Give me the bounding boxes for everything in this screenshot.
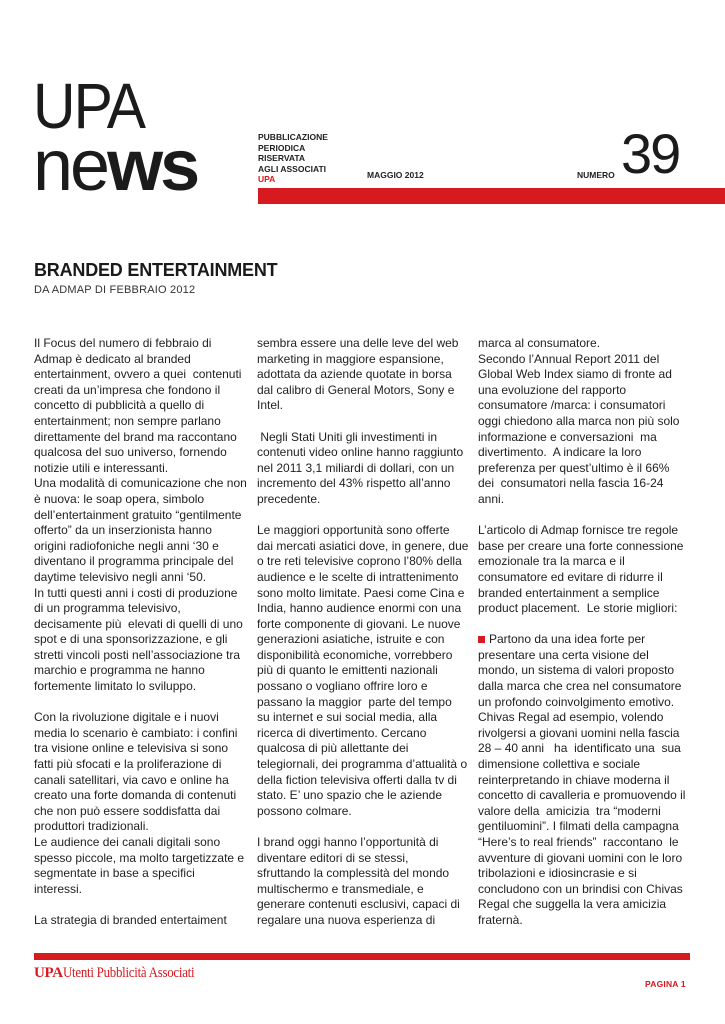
text-line: possono colmare.: [257, 803, 352, 818]
article-column-1: [34, 336, 250, 929]
text-line: sfruttando la complessità del mondo: [257, 866, 450, 881]
text-line: più di quanto le emittenti nazionali: [257, 663, 438, 678]
text-line: Le audience dei canali digitali sono: [34, 835, 221, 849]
masthead-red-bar: [258, 188, 725, 204]
text-line: di un programma televisivo,: [34, 601, 181, 616]
text-line: decisamente più elevati di quelli di uno: [34, 616, 243, 631]
text-line: reinterpretando in chiave moderna il: [478, 772, 670, 787]
text-line: Admap è dedicato al branded: [34, 351, 191, 366]
text-line: passano la maggior parte del tempo: [257, 694, 452, 709]
text-line: India, hanno audience enormi con una: [257, 601, 462, 616]
text-line: generazioni asiatiche, istruite e con: [257, 632, 445, 647]
article-column-3: [478, 336, 692, 929]
text-line: spesso piccole, ma molto targetizzate e: [34, 850, 245, 865]
text-line: disponibilità economiche, vorrebbero: [257, 647, 453, 662]
text-line: interessi.: [34, 881, 83, 896]
paragraph-gap: [34, 897, 250, 913]
text-line: Il Focus del numero di febbraio di: [34, 336, 212, 350]
text-line: dell’entertainment gratuito “gentilmente: [34, 507, 242, 522]
text-line: segmentate in base a specifici: [34, 866, 195, 881]
text-line: media lo scenario è cambiato: i confini: [34, 725, 238, 740]
text-line: stato. E’ uno spazio che le aziende: [257, 788, 443, 803]
text-line: oggi chiedono alla marca non più solo: [478, 413, 680, 428]
text-line: daytime televisivo negli anni ‘50.: [34, 569, 207, 584]
text-line: dei consumatori nella fascia 16-24: [478, 476, 664, 491]
publication-brand: UPA: [258, 174, 276, 184]
footer-logo-text: Utenti Pubblicità Associati: [62, 965, 195, 981]
text-line: 28 – 40 anni ha identificato una sua: [478, 741, 681, 756]
text-line: ricerca di divertimento. Cercano: [257, 725, 427, 740]
publication-line: AGLI ASSOCIATI: [258, 163, 326, 174]
publication-line: PERIODICA: [258, 142, 306, 153]
paragraph-gap: [257, 819, 471, 835]
text-line: audience e le scelte di intrattenimento: [257, 569, 459, 584]
text-line: creati da un’impresa che fondono il: [34, 382, 221, 397]
logo-news-thin: ne: [33, 126, 108, 206]
text-line: gentiluomini”. I filmati della campagna: [478, 819, 679, 834]
text-line: informazione e conversazioni ma: [478, 429, 657, 444]
text-line: qualcosa di più allettante dei: [257, 741, 409, 756]
text-line: precedente.: [257, 491, 321, 506]
paragraph-gap: [257, 508, 471, 524]
text-line: product placement. Le storie migliori:: [478, 601, 678, 616]
text-line: concludono con un brindisi con Chivas: [478, 881, 683, 896]
text-line: Con la rivoluzione digitale e i nuovi: [34, 710, 219, 725]
text-line: un profondo coinvolgimento emotivo.: [478, 694, 675, 709]
paragraph-gap: [478, 508, 692, 524]
text-line: consumatore /marca: i consumatori: [478, 398, 666, 413]
text-line: generare contenuti esclusivi, capaci di: [257, 897, 460, 912]
text-line: regalare una nuova esperienza di: [257, 912, 436, 927]
text-line: offerto” da un inserzionista hanno: [34, 523, 212, 538]
text-line: tribolazioni e idiosincrasie e si: [478, 866, 637, 881]
text-line: presentare una certa visione del: [478, 647, 649, 662]
text-line: Chivas Regal ad esempio, volendo: [478, 710, 664, 725]
text-line: Le maggiori opportunità sono offerte: [257, 523, 450, 538]
logo-upa: UPA: [33, 70, 145, 142]
text-line: La strategia di branded entertaiment: [34, 912, 227, 927]
paragraph-gap: [478, 617, 692, 633]
text-line: che non può essere soddisfatta dai: [34, 803, 221, 818]
text-line: fortemente limitato lo sviluppo.: [34, 679, 197, 694]
text-line: incremento del 43% rispetto all’anno: [257, 476, 451, 491]
publication-line: RISERVATA: [258, 153, 306, 163]
publication-line: PUBBLICAZIONE: [258, 132, 328, 142]
text-line: “Here’s to real friends” raccontano le: [478, 835, 679, 849]
text-line: spot e di una sponsorizzazione, e gli: [34, 632, 228, 647]
text-line: dal calibro di General Motors, Sony e: [257, 382, 455, 397]
text-line: adottata da aziende quotate in borsa: [257, 367, 452, 382]
paragraph-gap: [34, 695, 250, 711]
text-line: su internet e sui social media, alla: [257, 710, 438, 725]
text-line: I brand oggi hanno l’opportunità di: [257, 835, 439, 849]
text-line: entertainment, ovvero a quei contenuti: [34, 367, 242, 382]
text-line: rivolgersi a giovani uomini nella fascia: [478, 725, 680, 740]
text-line: preferenza per quest’ultimo è il 66%: [478, 460, 670, 475]
text-line: creato una forte domanda di contenuti: [34, 788, 237, 803]
text-line: canali satellitari, via cavo e online ha: [34, 772, 229, 787]
text-line: divertimento. A indicare la loro: [478, 445, 642, 460]
text-line: anni.: [478, 491, 505, 506]
text-line: una evoluzione del rapporto: [478, 382, 627, 397]
text-line: Intel.: [257, 398, 284, 413]
text-line: L’articolo di Admap fornisce tre regole: [478, 523, 679, 538]
text-line: concetto di pubblicità a quello di: [34, 398, 205, 413]
text-line: Secondo l’Annual Report 2011 del: [478, 351, 660, 366]
text-line: Regal che suggella la vera amicizia: [478, 897, 667, 912]
text-line: multischermo e transmediale, e: [257, 881, 424, 896]
text-line: emozionale tra la marca e il: [478, 554, 625, 569]
text-line: o tre reti televisive coprono l’80% della: [257, 554, 462, 569]
text-line: branded entertainment a semplice: [478, 585, 660, 600]
text-line: base per creare una forte connessione: [478, 538, 684, 553]
paragraph-gap: [257, 414, 471, 430]
text-line: è nuova: le soap opera, simbolo: [34, 491, 205, 506]
text-line: origini radiofoniche negli anni ‘30 e: [34, 538, 219, 553]
text-line: produttori tradizionali.: [34, 819, 149, 834]
text-line: concetto di cavalleria e promuovendo il: [478, 788, 686, 803]
text-line: direttamente del brand ma raccontano: [34, 429, 237, 444]
text-line: della fiction televisiva offerti dalla tv di: [257, 772, 457, 787]
text-line: Global Web Index siamo di fronte ad: [478, 367, 672, 382]
text-line: sono molto limitate. Paesi come Cina e: [257, 585, 465, 600]
footer-logo-upa: UPA: [34, 965, 63, 981]
text-line: tra visione online e televisiva si sono: [34, 741, 229, 756]
bullet-text: Partono da una idea forte per: [489, 632, 646, 647]
text-line: possano o vogliano offrire loro e: [257, 679, 428, 694]
text-line: entertainment; non sempre parlano: [34, 413, 221, 428]
text-line: forte componente di giovani. Le nuove: [257, 616, 461, 631]
text-line: sembra essere una delle leve del web: [257, 336, 459, 350]
text-line: valore della amicizia tra “moderni: [478, 803, 661, 818]
footer-logo: [34, 965, 216, 982]
text-line: nel 2011 3,1 miliardi di dollari, con un: [257, 460, 455, 475]
logo-news: [33, 126, 198, 206]
text-line: contenuti video online hanno raggiunto: [257, 445, 464, 460]
red-bullet-icon: [478, 636, 485, 643]
text-line: diventare editori di se stessi,: [257, 850, 409, 865]
text-line: telegiornali, dei programma d’attualità o: [257, 757, 468, 772]
text-line: fraternà.: [478, 912, 523, 927]
text-line: Negli Stati Uniti gli investimenti in: [257, 429, 438, 444]
article-column-2: [257, 336, 471, 929]
text-line: [478, 632, 692, 648]
text-line: marchio e programma ne hanno: [34, 663, 205, 678]
page-number: PAGINA 1: [645, 979, 686, 989]
text-line: dimensione collettiva e sociale: [478, 757, 641, 772]
text-line: mondo, un sistema di valori proposto: [478, 663, 675, 678]
text-line: Una modalità di comunicazione che non: [34, 476, 247, 491]
text-line: dalla marca che crea nel consumatore: [478, 679, 682, 694]
text-line: In tutti questi anni i costi di produzione: [34, 585, 238, 600]
article-source: DA ADMAP DI FEBBRAIO 2012: [34, 284, 196, 296]
logo-news-bold: ws: [107, 126, 198, 206]
text-line: stretti vincoli posti nell’associazione tra: [34, 647, 241, 662]
issue-date: MAGGIO 2012: [367, 170, 424, 180]
footer-red-bar: [34, 953, 690, 960]
text-line: avventure di giovani uomini con le loro: [478, 850, 683, 865]
issue-number-label: NUMERO: [577, 170, 615, 180]
text-line: diventano il programma principale del: [34, 554, 234, 569]
text-line: fatti più sfocati e la proliferazione di: [34, 757, 222, 772]
text-line: marketing in maggiore espansione,: [257, 351, 444, 366]
text-line: qualcosa del suo universo, fornendo: [34, 445, 227, 460]
text-line: dai mercati asiatici dove, in genere, due: [257, 538, 469, 553]
issue-number: 39: [621, 122, 680, 185]
text-line: consumatore ed evitare di ridurre il: [478, 569, 663, 584]
article-title: BRANDED ENTERTAINMENT: [34, 260, 278, 280]
publication-info: [258, 132, 328, 185]
text-line: notizie utili e interessanti.: [34, 460, 169, 475]
text-line: marca al consumatore.: [478, 336, 601, 350]
